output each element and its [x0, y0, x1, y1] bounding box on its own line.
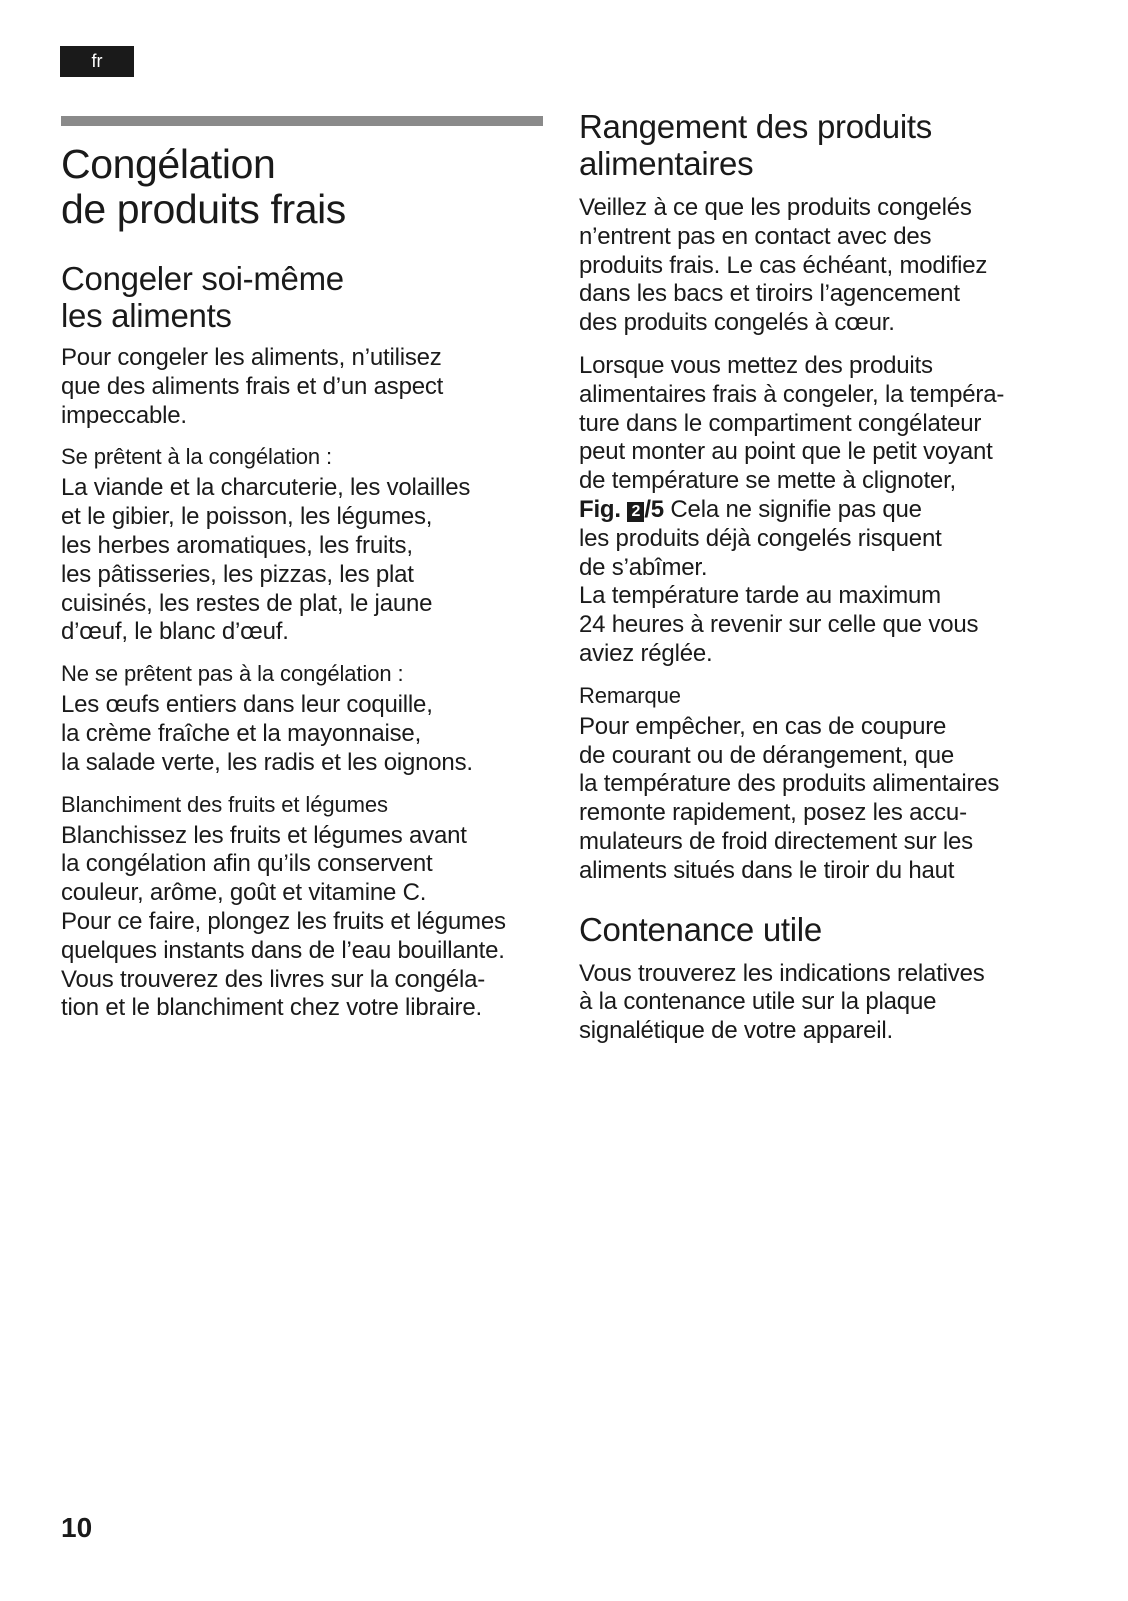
- storage-paragraph: [579, 194, 1079, 338]
- intro-paragraph: [61, 344, 561, 430]
- text-line: cuisinés, les restes de plat, le jaune: [61, 589, 433, 617]
- subheading-suitable: Se prêtent à la congélation :: [61, 444, 333, 470]
- text-line: des produits congelés à cœur.: [579, 309, 895, 337]
- text-line: La viande et la charcuterie, les volailles: [61, 474, 471, 502]
- text-line: dans les bacs et tiroirs l’agencement: [579, 280, 960, 308]
- text-line: Lorsque vous mettez des produits: [579, 351, 933, 379]
- text-line: que des aliments frais et d’un aspect: [61, 372, 444, 400]
- text-line: 24 heures à revenir sur celle que vous: [579, 611, 979, 639]
- text-line: tion et le blanchiment chez votre libraire.: [61, 994, 482, 1022]
- not-suitable-paragraph: [61, 691, 561, 777]
- text-line: Blanchissez les fruits et légumes avant: [61, 821, 467, 849]
- section-heading-rangement: [579, 108, 1079, 182]
- text-line: aliments situés dans le tiroir du haut: [579, 856, 955, 884]
- text-line: couleur, arôme, goût et vitamine C.: [61, 879, 427, 907]
- text-line: Les œufs entiers dans leur coquille,: [61, 691, 433, 719]
- blanching-paragraph: [61, 822, 561, 1024]
- heading-line: Congeler soi-même: [61, 260, 344, 297]
- text-line: mulateurs de froid directement sur les: [579, 827, 973, 855]
- suitable-paragraph: [61, 474, 561, 647]
- text-line: Pour empêcher, en cas de coupure: [579, 712, 947, 740]
- text-line: de courant ou de dérangement, que: [579, 741, 955, 769]
- text-line: la congélation afin qu’ils conservent: [61, 850, 433, 878]
- figure-number-badge: 2: [627, 502, 644, 522]
- heading-line: alimentaires: [579, 145, 754, 182]
- page-title: [61, 142, 561, 232]
- title-rule: [61, 116, 543, 126]
- page-title-line-2: de produits frais: [61, 186, 346, 232]
- text-line: d’œuf, le blanc d’œuf.: [61, 618, 289, 646]
- capacity-paragraph: [579, 960, 1079, 1046]
- text-line: impeccable.: [61, 401, 187, 429]
- text-line: la température des produits alimentaires: [579, 770, 1000, 798]
- text-line: aviez réglée.: [579, 639, 713, 667]
- note-paragraph: [579, 713, 1079, 886]
- heading-line: Rangement des produits: [579, 108, 932, 145]
- figure-suffix: /5: [644, 495, 664, 523]
- note-heading: Remarque: [579, 682, 681, 708]
- left-column: [61, 142, 561, 1023]
- text-line: Vous trouverez les indications relatives: [579, 959, 985, 987]
- text-line: les produits déjà congelés risquent: [579, 524, 942, 552]
- text-line: Vous trouverez des livres sur la congéla-: [61, 965, 486, 993]
- text-line: et le gibier, le poisson, les légumes,: [61, 503, 433, 531]
- subheading-not-suitable: Ne se prêtent pas à la congélation :: [61, 661, 404, 687]
- text-line: quelques instants dans de l’eau bouillante.: [61, 936, 505, 964]
- text-line: produits frais. Le cas échéant, modifiez: [579, 251, 988, 279]
- figure-prefix: Fig.: [579, 495, 621, 523]
- text-line: les pâtisseries, les pizzas, les plat: [61, 560, 414, 588]
- text-line: Pour congeler les aliments, n’utilisez: [61, 344, 442, 371]
- text-line: Cela ne signifie pas que: [663, 495, 922, 523]
- page-title-line-1: Congélation: [61, 141, 276, 187]
- text-line: de s’abîmer.: [579, 553, 708, 581]
- text-line: la crème fraîche et la mayonnaise,: [61, 719, 422, 747]
- language-tag: fr: [60, 46, 134, 77]
- page-number: 10: [61, 1512, 93, 1543]
- text-line: la salade verte, les radis et les oignons.: [61, 748, 473, 776]
- section-heading-contenance: Contenance utile: [579, 910, 822, 948]
- subheading-blanching: Blanchiment des fruits et légumes: [61, 791, 388, 817]
- text-line: remonte rapidement, posez les accu-: [579, 799, 967, 827]
- text-line: ture dans le compartiment congélateur: [579, 409, 982, 437]
- text-line: les herbes aromatiques, les fruits,: [61, 531, 413, 559]
- text-line: peut monter au point que le petit voyant: [579, 438, 993, 466]
- text-line: Pour ce faire, plongez les fruits et légumes: [61, 907, 506, 935]
- temperature-paragraph: [579, 352, 1079, 669]
- text-line: signalétique de votre appareil.: [579, 1017, 894, 1045]
- text-line: Veillez à ce que les produits congelés: [579, 194, 972, 221]
- text-line: de température se mette à clignoter,: [579, 467, 957, 495]
- text-line: à la contenance utile sur la plaque: [579, 988, 937, 1016]
- figure-reference: [579, 496, 664, 523]
- right-column: [579, 108, 1079, 1046]
- text-line: n’entrent pas en contact avec des: [579, 222, 932, 250]
- section-heading-congeler: [61, 260, 561, 334]
- heading-line: les aliments: [61, 297, 232, 334]
- text-line: La température tarde au maximum: [579, 582, 941, 610]
- text-line: alimentaires frais à congeler, la tempéra-: [579, 380, 1005, 408]
